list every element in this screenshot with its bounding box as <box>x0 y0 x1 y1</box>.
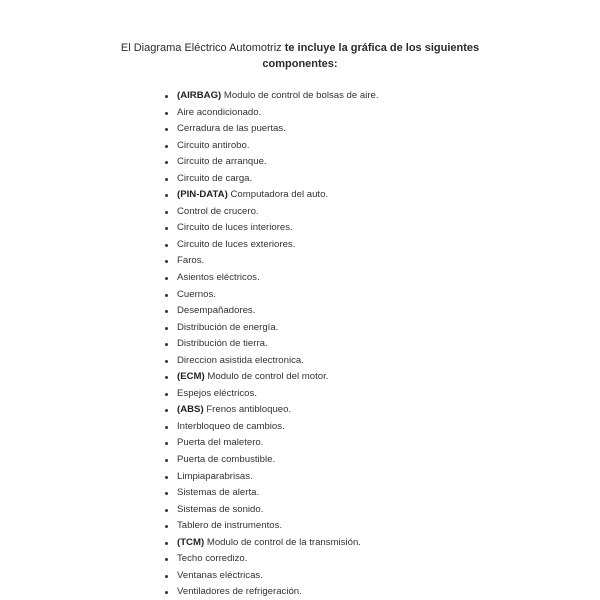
component-label: Circuito antirobo. <box>177 139 250 151</box>
component-label: Modulo de control del motor. <box>204 371 329 383</box>
component-code: (AIRBAG) <box>177 90 222 101</box>
bullet-icon <box>165 211 168 214</box>
component-label: Espejos eléctricos. <box>177 387 257 399</box>
component-label: Modulo de control de bolsas de aire. <box>221 90 379 101</box>
bullet-icon <box>165 360 168 363</box>
component-label: Sistemas de sonido. <box>177 503 264 515</box>
bullet-icon <box>165 459 168 462</box>
component-label: Distribución de tierra. <box>177 338 268 350</box>
list-item <box>162 452 379 469</box>
component-label: Asientos eléctricos. <box>177 272 260 284</box>
component-code: (ECM) <box>177 371 205 383</box>
bullet-icon <box>165 558 168 561</box>
bullet-icon <box>165 327 168 330</box>
list-item <box>162 336 379 353</box>
component-label: Puerta de combustible. <box>177 454 276 466</box>
component-label: Sistemas de alerta. <box>177 487 260 499</box>
component-label: Desempañadores. <box>177 305 256 317</box>
intro-text: El Diagrama Eléctrico Automotriz <box>120 42 285 54</box>
bullet-icon <box>165 542 168 545</box>
bullet-icon <box>165 591 168 594</box>
list-item <box>162 369 379 386</box>
bullet-icon <box>165 409 168 412</box>
bullet-icon <box>165 128 168 131</box>
component-label: Circuito de luces interiores. <box>177 222 293 234</box>
bullet-icon <box>165 492 168 495</box>
list-item <box>162 568 379 585</box>
list-item <box>162 270 379 287</box>
component-label: Frenos antibloqueo. <box>203 404 292 416</box>
bullet-icon <box>165 277 168 280</box>
component-label: Aire acondicionado. <box>177 106 262 118</box>
bullet-icon <box>165 509 168 512</box>
component-label: Limpiaparabrisas. <box>177 470 253 482</box>
bullet-icon <box>165 442 168 445</box>
component-label: Modulo de control de la transmisión. <box>204 536 361 548</box>
bullet-icon <box>165 227 168 230</box>
list-item <box>162 88 379 105</box>
bullet-icon <box>165 476 168 479</box>
intro-bold-text: te incluye la gráfica de los siguientes componentes: <box>262 42 480 70</box>
bullet-icon <box>165 244 168 247</box>
component-label: Cerradura de las puertas. <box>177 123 286 135</box>
component-list <box>162 88 379 600</box>
list-item <box>162 518 379 535</box>
bullet-icon <box>165 112 168 115</box>
component-label: Puerta del maletero. <box>177 437 264 449</box>
component-label: Computadora del auto. <box>227 189 329 201</box>
component-code: (ABS) <box>177 404 204 416</box>
component-label: Faros. <box>177 255 205 267</box>
component-label: Ventiladores de refrigeración. <box>177 586 302 598</box>
component-label: Control de crucero. <box>177 205 259 217</box>
list-item <box>162 204 379 221</box>
list-item <box>162 287 379 304</box>
list-item <box>162 353 379 370</box>
bullet-icon <box>165 178 168 181</box>
bullet-icon <box>165 393 168 396</box>
list-item <box>162 469 379 486</box>
list-item <box>162 419 379 436</box>
list-item <box>162 105 379 122</box>
bullet-icon <box>165 575 168 578</box>
component-label: Cuernos. <box>177 288 216 300</box>
component-label: Circuito de luces exteriores. <box>177 238 296 250</box>
bullet-icon <box>165 525 168 528</box>
list-item <box>162 386 379 403</box>
list-item <box>162 154 379 171</box>
list-item <box>162 171 379 188</box>
component-label: Tablero de instrumentos. <box>177 520 283 532</box>
component-label: Interbloqueo de cambios. <box>177 420 285 432</box>
list-item <box>162 485 379 502</box>
bullet-icon <box>165 145 168 148</box>
list-item <box>162 502 379 519</box>
list-item <box>162 435 379 452</box>
intro-paragraph <box>120 40 480 72</box>
list-item <box>162 535 379 552</box>
component-code: (PIN-DATA) <box>177 189 228 201</box>
component-label: Circuito de arranque. <box>177 156 267 168</box>
bullet-icon <box>165 194 168 197</box>
component-label: Distribución de energía. <box>177 321 279 333</box>
list-item <box>162 237 379 254</box>
bullet-icon <box>165 294 168 297</box>
list-item <box>162 402 379 419</box>
list-item <box>162 121 379 138</box>
list-item <box>162 320 379 337</box>
component-label: Techo corredizo. <box>177 553 248 565</box>
list-item <box>162 551 379 568</box>
bullet-icon <box>165 260 168 263</box>
bullet-icon <box>165 161 168 164</box>
bullet-icon <box>165 95 168 98</box>
component-label: Circuito de carga. <box>177 172 253 184</box>
bullet-icon <box>165 310 168 313</box>
bullet-icon <box>165 376 168 379</box>
component-label: Direccion asistida electronica. <box>177 354 304 366</box>
list-item <box>162 303 379 320</box>
bullet-icon <box>165 426 168 429</box>
list-item <box>162 584 379 600</box>
component-label: Ventanas eléctricas. <box>177 569 263 581</box>
list-item <box>162 138 379 155</box>
list-item <box>162 187 379 204</box>
bullet-icon <box>165 343 168 346</box>
list-item <box>162 253 379 270</box>
component-code: (TCM) <box>177 536 205 548</box>
list-item <box>162 220 379 237</box>
